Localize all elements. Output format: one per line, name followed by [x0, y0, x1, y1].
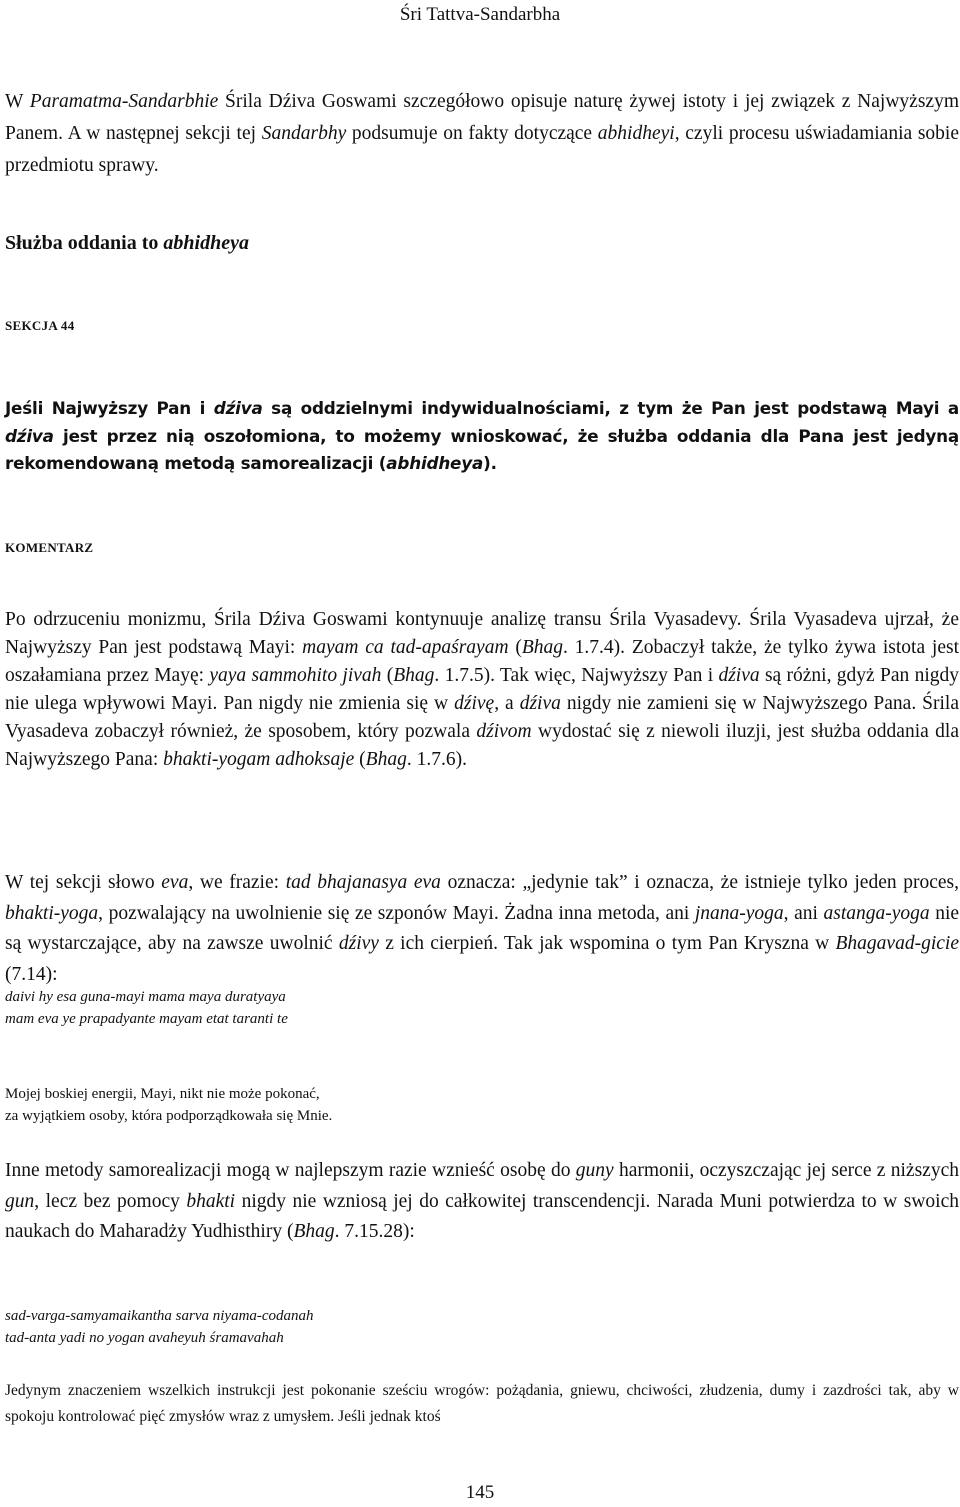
text-run: ( [508, 637, 522, 658]
italic-term: abhidheya [386, 453, 484, 473]
italic-term: eva [161, 872, 189, 893]
text-run: Jedynym znaczeniem wszelkich instrukcji jest pokonanie sześciu wrogów: pożądania, gniewu, chciwości, złudzenia, dumy i zazdrości tak, aby w spokoju kontrolować pięć zmysłów wraz z umysłem. Jeśli jednak ktoś [5, 1382, 959, 1425]
text-run: jest przez nią oszołomiona, to możemy wnioskować, że służba oddania dla Pana jest jedyną rekomendowaną metodą samorealizacji ( [5, 425, 959, 473]
text-run: Jeśli Najwyższy Pan i [5, 398, 214, 418]
italic-term: dźiva [519, 693, 561, 714]
commentary-paragraph-3 [5, 1156, 959, 1248]
italic-term: bhakti [186, 1190, 236, 1212]
section-title-text: Służba oddania to [5, 232, 164, 254]
translation-line: za wyjątkiem osoby, która podporządkowała się Mnie. [5, 1108, 333, 1124]
text-run: , pozwalający na uwolnienie się ze szponów Mayi. Żadna inna metoda, ani [98, 902, 695, 924]
running-head: Śri Tattva-Sandarbha [399, 4, 561, 25]
text-run: oznacza: „jedynie tak” i oznacza, że istnieje tylko jeden proces, [440, 872, 960, 893]
italic-term: Bhag [393, 665, 435, 686]
verse-line: tad-anta yadi no yogan avaheyuh śramavahah [5, 1330, 284, 1346]
italic-term: Bhag [293, 1221, 335, 1242]
verse-translation-1 [5, 1083, 959, 1127]
text-run: ). [483, 453, 497, 473]
commentary-label: KOMENTARZ [5, 540, 94, 555]
italic-term: mayam ca tad-apaśrayam [302, 637, 509, 658]
text-run: są oddzielnymi indywidualnościami, z tym że Pan jest podstawą Mayi a [262, 398, 960, 418]
translation-line: Mojej boskiej energii, Mayi, nikt nie może pokonać, [5, 1086, 320, 1102]
commentary-paragraph-1 [5, 606, 959, 774]
italic-term: bhakti-yoga [5, 902, 99, 924]
italic-term: dźivom [476, 721, 532, 742]
italic-term: guny [575, 1160, 614, 1181]
italic-term: Sandarbhy [261, 123, 347, 144]
italic-term: dźiva [5, 425, 54, 446]
text-run: są różni, gdyż Pan nigdy nie ulega wpływowi Mayi. Pan nigdy nie zmienia się w [5, 665, 959, 714]
verse-line: sad-varga-samyamaikantha sarva niyama-codanah [5, 1308, 314, 1324]
text-run: nie są wystarczające, aby na zawsze uwolnić [5, 902, 960, 954]
text-run: harmonii, oczyszczając jej serce z niższych [613, 1160, 959, 1181]
verse-translation-2 [5, 1378, 959, 1430]
text-run: Po odrzuceniu monizmu, Śrila Dźiva Goswami kontynuuje analizę transu Śrila Vyasadevy. Śrila Vyasadeva ujrzał, że Najwyższy Pan jest podstawą Mayi: [5, 609, 959, 658]
italic-term: abhidheyi [597, 123, 675, 144]
section-title [5, 232, 959, 255]
italic-term: gun [5, 1190, 35, 1212]
section-label: SEKCJA 44 [5, 318, 75, 333]
text-run: , lecz bez pomocy [34, 1190, 187, 1212]
italic-term: Paramatma-Sandarbhie [29, 91, 219, 112]
verse-line: daivi hy esa guna-mayi mama maya duratyaya [5, 989, 286, 1005]
text-run: Śrila Dźiva Goswami szczegółowo opisuje naturę żywej istoty i jej związek z Najwyższym Panem. A w następnej sekcji tej [5, 91, 959, 144]
italic-term: tad bhajanasya eva [285, 872, 441, 893]
text-run: W [5, 91, 30, 112]
italic-term: Bhagavad-gicie [835, 933, 959, 954]
text-run: . 1.7.5). Tak więc, Najwyższy Pan i [434, 665, 719, 686]
verse-line: mam eva ye prapadyante mayam etat taranti te [5, 1011, 288, 1027]
italic-term: dźiva [718, 665, 760, 686]
intro-paragraph [5, 86, 959, 182]
text-run: ( [381, 665, 394, 686]
page-number: 145 [465, 1482, 495, 1503]
text-run: , a [494, 693, 520, 714]
text-run: podsumuje on fakty dotyczące [346, 123, 598, 144]
italic-term: dźiva [213, 398, 263, 418]
text-run: ( [354, 749, 366, 770]
italic-term: bhakti-yogam adhoksaje [163, 749, 355, 770]
commentary-paragraph-2 [5, 868, 959, 990]
text-run: . 1.7.6). [406, 749, 467, 770]
sanskrit-verse-1 [5, 986, 959, 1030]
text-run: Inne metody samorealizacji mogą w najlepszym razie wznieść osobę do [5, 1160, 576, 1181]
italic-term: astanga-yoga [823, 902, 930, 924]
text-run: nigdy nie wzniosą jej do całkowitej transcendencji. Narada Muni potwierdza to w swoich naukach do Maharadży Yudhisthiry ( [5, 1190, 959, 1242]
text-run: wydostać się z niewoli iluzji, jest służba oddania dla Najwyższego Pana: [5, 721, 959, 770]
text-run: , we frazie: [188, 872, 286, 893]
text-run: (7.14): [5, 963, 58, 985]
italic-term: jnana-yoga [694, 902, 784, 924]
text-run: . 7.15.28): [334, 1221, 415, 1242]
text-run: , czyli procesu uświadamiania sobie przedmiotu sprawy. [5, 123, 959, 176]
text-run: z ich cierpień. Tak jak wspomina o tym Pan Kryszna w [378, 933, 836, 954]
verse-summary [5, 395, 959, 478]
italic-term: yaya sammohito jivah [209, 665, 382, 686]
text-run: . 1.7.4). Zobaczył także, że tylko żywa istota jest oszałamiana przez Mayę: [5, 637, 959, 686]
text-run: nigdy nie zamieni się w Najwyższego Pana. Śrila Vyasadeva zobaczył również, że sposobem, który pozwala [5, 693, 960, 742]
text-run: W tej sekcji słowo [5, 872, 162, 893]
italic-term: dźivy [338, 933, 379, 954]
italic-term: Bhag [521, 637, 564, 658]
text-run: , ani [783, 902, 824, 924]
italic-term: dźivę [454, 693, 495, 714]
sanskrit-verse-2 [5, 1305, 959, 1349]
italic-term: Bhag [365, 749, 407, 770]
section-title-term: abhidheya [163, 232, 249, 254]
